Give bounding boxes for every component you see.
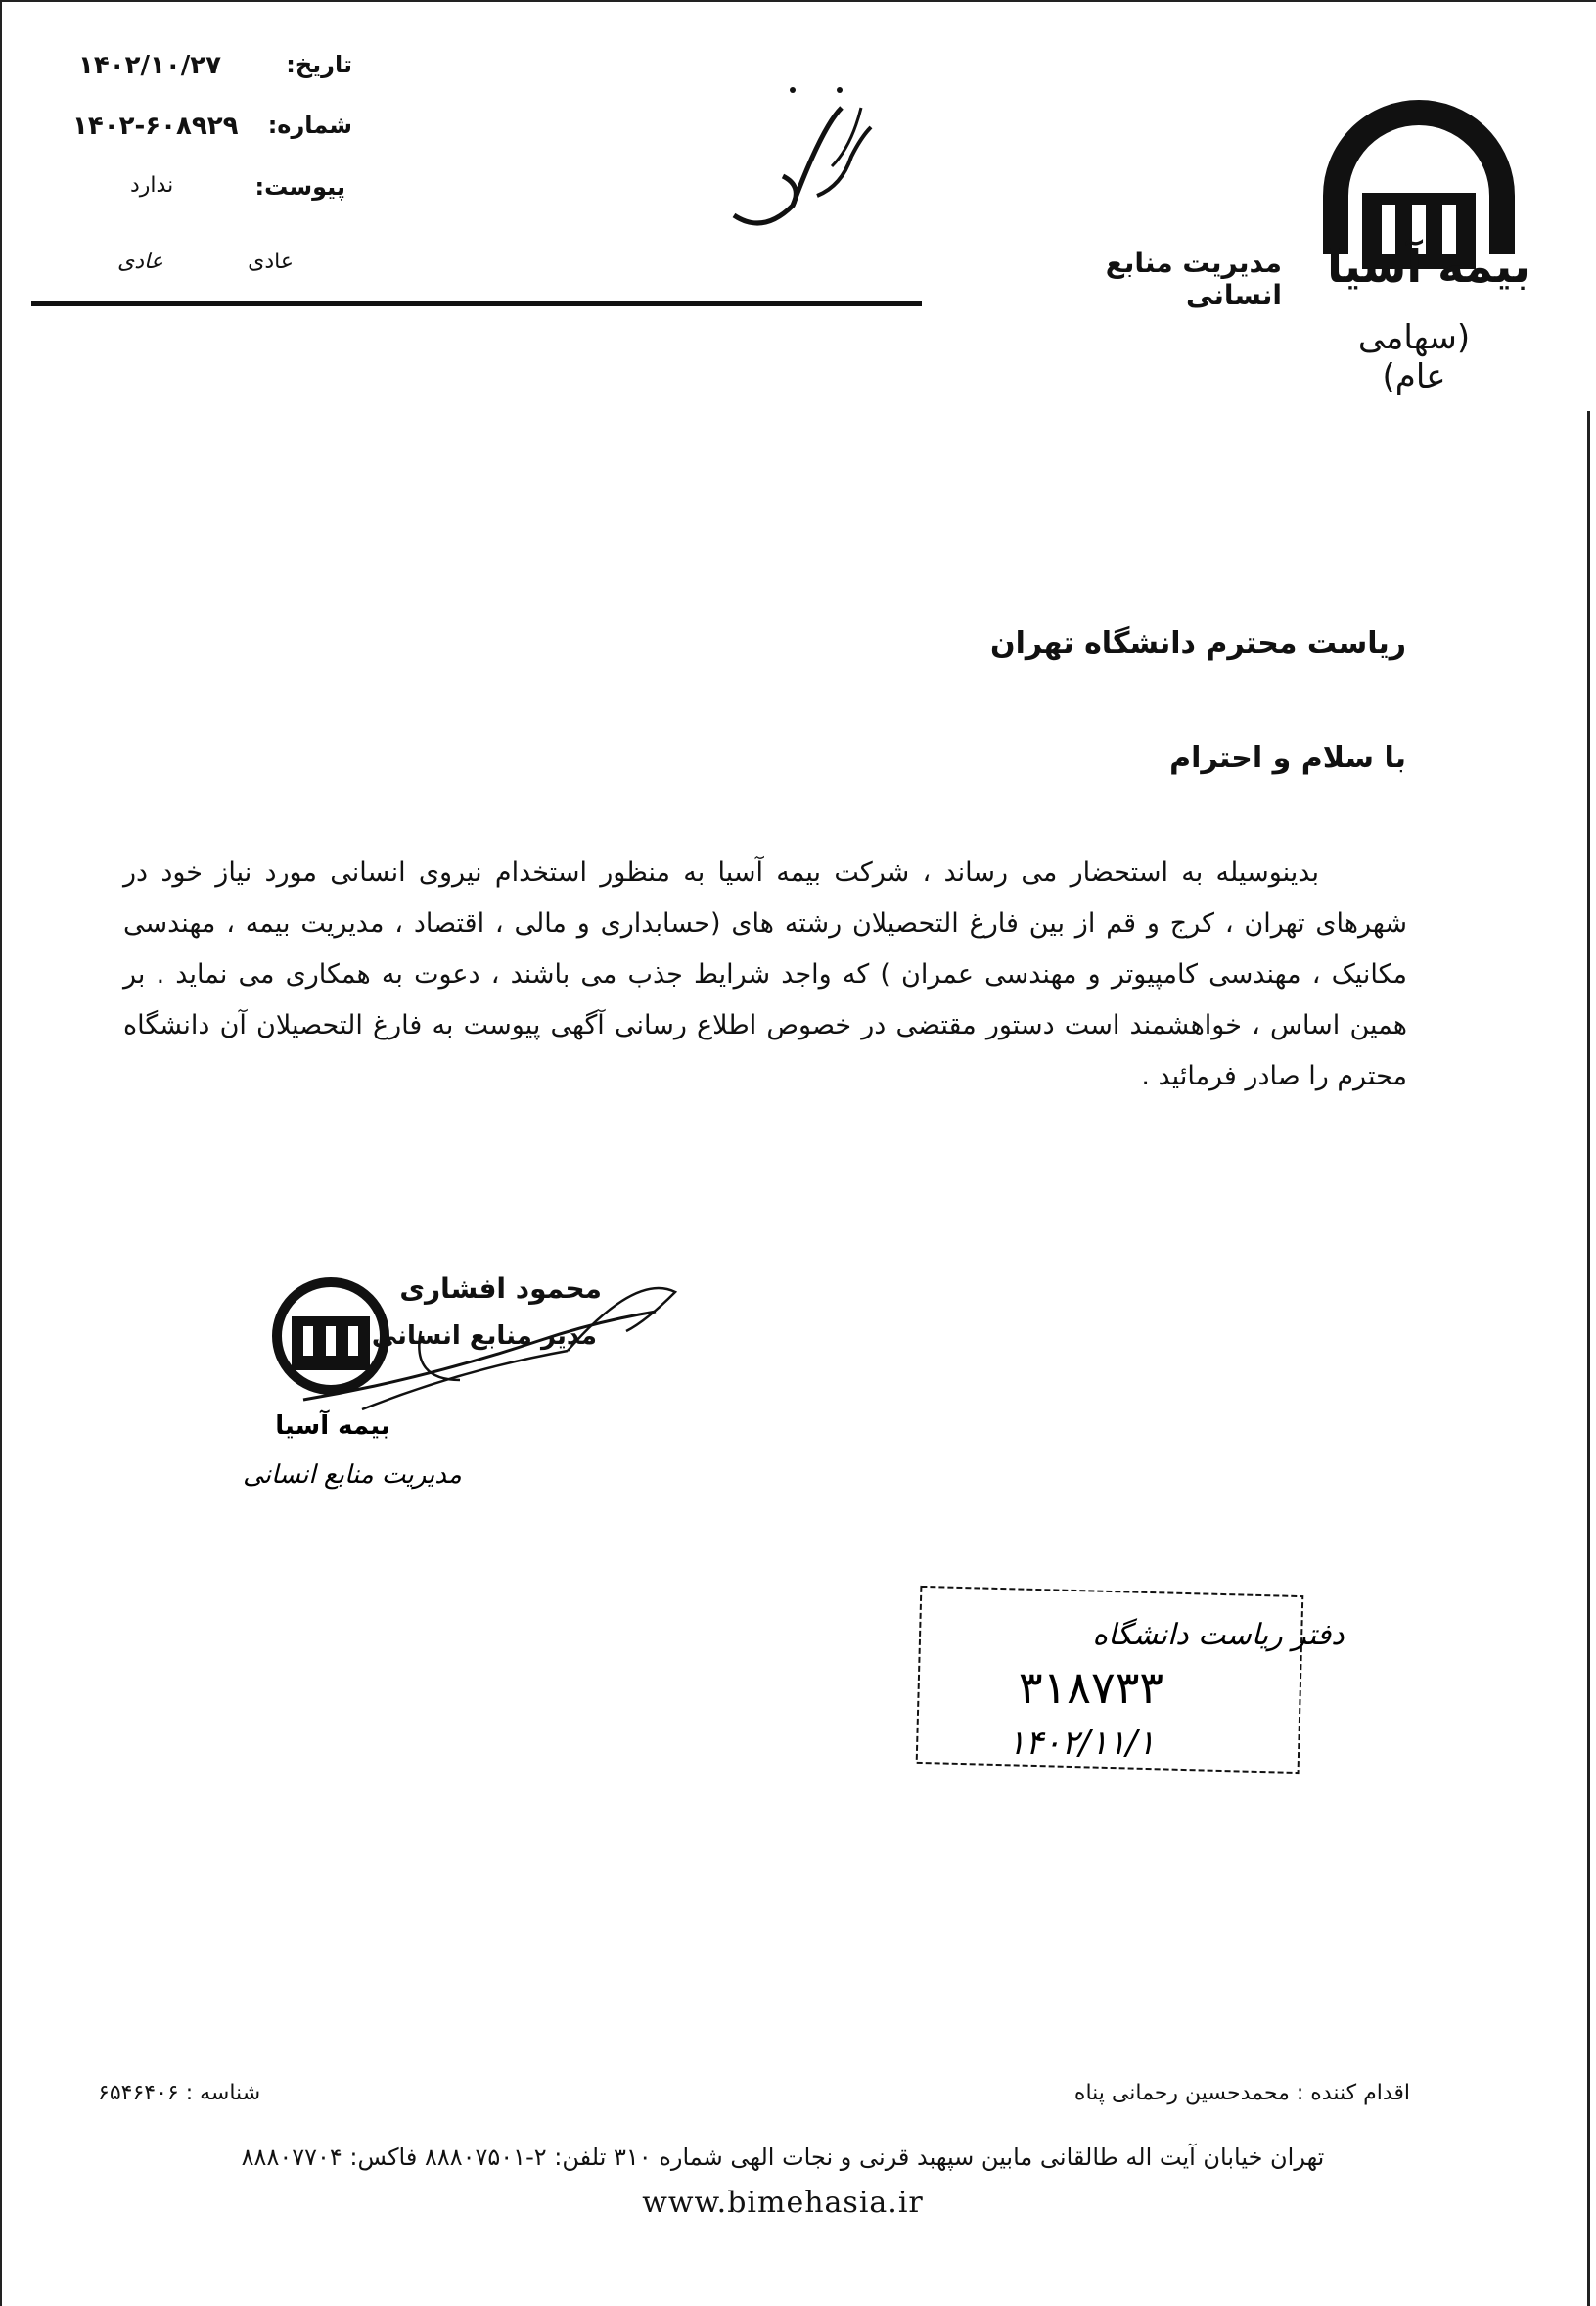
stamp-company-name: بیمه آسیا [275, 1411, 390, 1441]
attachment-label: پیوست: [254, 173, 345, 201]
action-by: اقدام کننده : محمدحسین رحمانی پناه [1073, 2081, 1410, 2105]
classification-row [98, 250, 294, 289]
header-rule [31, 301, 922, 306]
classification-handwritten: عادی [117, 250, 163, 274]
company-name: بیمه آسیا [1327, 240, 1530, 293]
number-row [59, 112, 352, 151]
company-address: تهران خیابان آیت اله طالقانی مابین سپهبد قرنی و نجات الهی شماره ۳۱۰ تلفن: ۲-۸۸۸۰۷۵۰۱ فاکس: ۸۸۸۰۷۷۰۴ [241, 2144, 1325, 2171]
recipient: ریاست محترم دانشگاه تهران [990, 626, 1406, 661]
registration-stamp [915, 1586, 1345, 1776]
registration-number: ۳۱۸۷۳۳ [1018, 1661, 1164, 1714]
company-type: (سهامی عام) [1357, 318, 1471, 396]
department-name: مدیریت منابع انسانی [1105, 247, 1282, 311]
scan-edge [1587, 411, 1590, 2306]
attachment-row [57, 173, 345, 212]
number-label: شماره: [267, 112, 352, 139]
signatory-name: محمود افشاری [399, 1272, 602, 1305]
signatory-title: مدیر منابع انسانی [371, 1321, 597, 1351]
date-label: تاریخ: [286, 51, 352, 78]
date-value: ۱۴۰۲/۱۰/۲۷ [78, 51, 221, 80]
date-row [59, 51, 352, 90]
letter-body [123, 848, 1407, 1102]
stamp-caption: مدیریت منابع انسانی [243, 1460, 462, 1490]
company-website: www.bimehasia.ir [642, 2186, 924, 2220]
document-identifier: شناسه : ۶۵۴۶۴۰۶ [98, 2081, 261, 2105]
greeting: با سلام و احترام [1169, 741, 1406, 775]
classification-printed: عادی [248, 250, 294, 274]
attachment-value: ندارد [130, 173, 174, 198]
letter-body-paragraph: بدینوسیله به استحضار می رساند ، شرکت بیمه آسیا به منظور استخدام نیروی انسانی مورد نیاز خود در شهرهای تهران ، کرج و قم از بین فارغ التحصیلان رشته های (حسابداری و مالی ، اقتصاد ، مدیریت بیمه ، مهندسی مکانیک ، مهندسی کامپیوتر و مهندسی عمران ) که واجد شرایط جذب می باشند ، دعوت به همکاری می نماید . بر همین اساس ، خواهشمند است دستور مقتضی در خصوص اطلاع رسانی آگهی پیوست به فارغ التحصیلان آن دانشگاه محترم را صادر فرمائید . [123, 857, 1407, 1091]
registration-date: ۱۴۰۲/۱۱/۱ [1007, 1724, 1156, 1763]
number-value: ۱۴۰۲-۶۰۸۹۲۹ [72, 112, 239, 141]
registration-office: دفتر ریاست دانشگاه [1092, 1618, 1345, 1652]
divine-name-calligraphy [724, 69, 900, 245]
